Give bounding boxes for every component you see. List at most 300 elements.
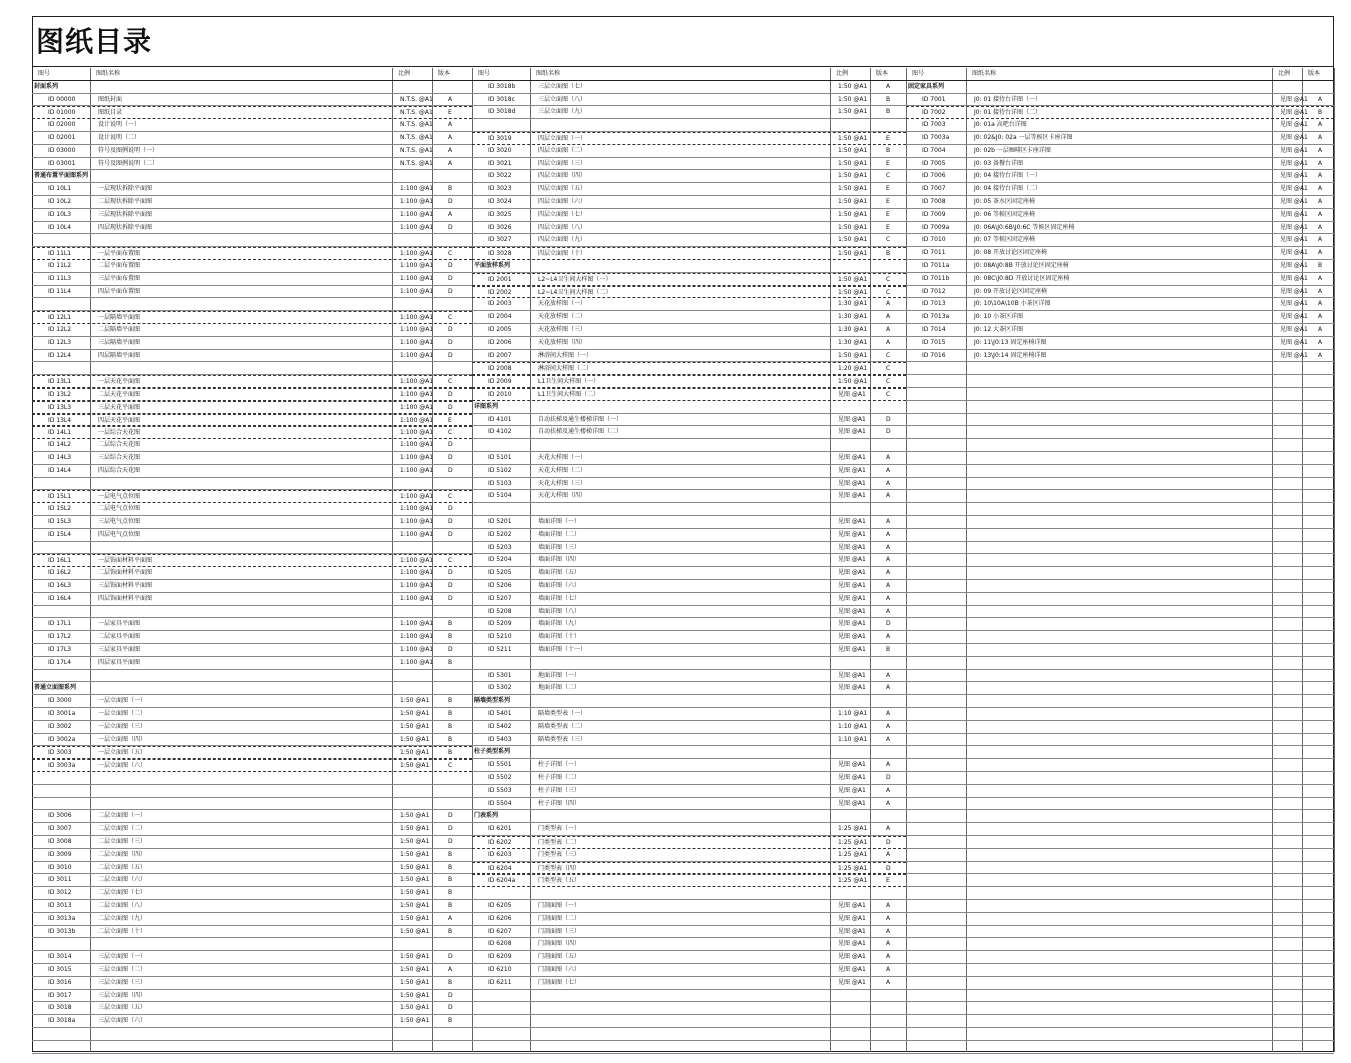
cell-name: 墙面详图（三） — [538, 543, 581, 551]
section-row — [472, 810, 906, 823]
cell-no: ID 7003 — [922, 121, 946, 129]
cell-name: 一层现状拆除平面图 — [98, 185, 153, 193]
cell-scale: 1:100 @A1 — [400, 210, 434, 218]
table-row — [906, 452, 1334, 465]
cell-no: ID 6210 — [488, 966, 512, 973]
cell-scale: 1:50 @A1 — [838, 351, 868, 359]
table-row — [32, 247, 472, 260]
cell-ver: A — [886, 594, 891, 602]
cell-no: ID 3013 — [48, 902, 72, 909]
drawing-list-column-3 — [906, 68, 1334, 1052]
cell-scale: 1:100 @A1 — [400, 594, 434, 602]
cell-name: 三层天花平面图 — [98, 403, 141, 411]
cell-no: ID 5504 — [488, 799, 512, 807]
cell-no: ID 11L2 — [48, 262, 72, 269]
cell-scale: 1:50 @A1 — [400, 762, 430, 770]
cell-ver: C — [886, 275, 891, 283]
table-row — [906, 375, 1334, 388]
cell-name: 二层立面图（十） — [98, 927, 147, 935]
table-row — [32, 785, 472, 798]
cell-ver: B — [448, 749, 453, 757]
section-title: 柱子类型系列 — [474, 748, 511, 756]
cell-ver: B — [448, 876, 453, 884]
cell-name: 一层综合天花图 — [98, 429, 141, 437]
cell-name: 一层天花平面图 — [98, 378, 141, 386]
table-row — [472, 977, 906, 990]
cell-no: ID 6209 — [488, 953, 512, 961]
table-row — [906, 631, 1334, 644]
cell-ver: B — [448, 1017, 453, 1025]
cell-ver: A — [886, 518, 891, 525]
cell-ver: A — [448, 121, 453, 129]
cell-scale: 见图 @A1 — [838, 927, 866, 935]
table-row — [472, 567, 906, 580]
cell-ver: E — [448, 416, 452, 424]
cell-scale: 1:50 @A1 — [400, 710, 430, 717]
cell-no: ID 5301 — [488, 671, 512, 679]
cell-scale: 见图 @A1 — [838, 543, 866, 551]
cell-scale: 见图 @A1 — [1280, 121, 1308, 129]
cell-scale: 见图 @A1 — [838, 914, 866, 922]
table-row — [32, 606, 472, 619]
cell-ver: E — [886, 135, 890, 142]
table-row — [906, 260, 1334, 273]
cell-scale: N.T.S. @A1 — [400, 95, 433, 103]
drawing-list-column-2 — [472, 68, 906, 1052]
table-row — [472, 170, 906, 183]
table-row — [32, 183, 472, 196]
cell-no: ID 16L1 — [48, 557, 72, 565]
cell-name: 墙面详图（九） — [538, 620, 581, 628]
table-row — [472, 286, 906, 299]
cell-ver: D — [448, 391, 453, 398]
cell-no: ID 12L4 — [48, 351, 72, 359]
cell-ver: D — [448, 569, 453, 577]
cell-ver: A — [448, 210, 453, 218]
table-row — [32, 1002, 472, 1015]
cell-name: 四层立面图（一） — [538, 135, 587, 142]
table-row — [32, 222, 472, 235]
cell-no: ID 7005 — [922, 159, 946, 167]
cell-no: ID 5503 — [488, 786, 512, 794]
cell-scale: 1:50 @A1 — [838, 146, 868, 154]
cell-name: J0: 01 接待台详图（二） — [974, 109, 1042, 117]
table-row — [32, 196, 472, 209]
cell-no: ID 3012 — [48, 889, 72, 897]
cell-name: 门类型表（一） — [538, 825, 581, 833]
table-row — [906, 682, 1334, 695]
cell-ver: A — [448, 159, 453, 167]
cell-no: ID 3018c — [488, 95, 515, 103]
cell-scale: 1:100 @A1 — [400, 493, 434, 501]
cell-name: 天花放样图（四） — [538, 338, 587, 346]
cell-name: J0: 13\J0:14 固定座椅详图 — [974, 351, 1047, 359]
cell-name: 门剖面图（七） — [538, 978, 581, 986]
cell-no: ID 3003 — [48, 749, 72, 757]
cell-name: L1卫生间大样图（二） — [538, 391, 600, 398]
cell-ver: D — [448, 403, 453, 411]
cell-ver: A — [1318, 236, 1323, 244]
table-row — [472, 772, 906, 785]
cell-ver: A — [886, 466, 891, 474]
cell-no: ID 3006 — [48, 812, 72, 820]
cell-no: ID 2010 — [488, 391, 512, 398]
table-row — [472, 145, 906, 158]
cell-scale: 1:50 @A1 — [838, 378, 868, 386]
table-row — [906, 913, 1334, 926]
table-row — [32, 426, 472, 439]
cell-no: ID 7014 — [922, 326, 946, 333]
table-row — [32, 772, 472, 785]
cell-no: ID 7011a — [922, 262, 950, 269]
table-row — [906, 810, 1334, 823]
cell-name: 二层天花平面图 — [98, 391, 141, 398]
cell-name: 地面详图（二） — [538, 684, 581, 692]
cell-no: ID 14L2 — [48, 441, 72, 449]
table-row — [32, 260, 472, 273]
cell-scale: 见图 @A1 — [838, 607, 866, 615]
title-block-strip — [1337, 16, 1351, 1052]
cell-name: 墙面详图（五） — [538, 569, 581, 577]
cell-no: ID 7010 — [922, 236, 946, 244]
cell-name: 二层立面图（六） — [98, 876, 147, 884]
cell-name: 隔墙类型表（一） — [538, 710, 587, 717]
cell-ver: A — [1318, 121, 1323, 129]
table-row — [906, 170, 1334, 183]
table-row — [32, 759, 472, 772]
cell-ver: A — [886, 607, 891, 615]
table-row — [32, 439, 472, 452]
cell-ver: A — [886, 761, 891, 769]
cell-no: ID 3009 — [48, 850, 72, 858]
cell-scale: 见图 @A1 — [838, 902, 866, 909]
cell-ver: D — [448, 505, 453, 513]
table-row — [32, 644, 472, 657]
cell-ver: C — [886, 236, 891, 244]
table-row — [906, 554, 1334, 567]
cell-no: ID 5103 — [488, 479, 512, 487]
cell-ver: A — [886, 479, 891, 487]
cell-scale: 见图 @A1 — [838, 492, 866, 500]
cell-scale: 1:50 @A1 — [400, 978, 430, 986]
cell-no: ID 5204 — [488, 556, 512, 564]
cell-ver: B — [448, 658, 453, 666]
cell-no: ID 6201 — [488, 825, 512, 833]
cell-ver: D — [886, 415, 891, 423]
cell-no: ID 16L2 — [48, 569, 72, 577]
cell-scale: 1:100 @A1 — [400, 338, 434, 346]
cell-name: L2~L4卫生间大样图（二） — [538, 288, 612, 296]
table-row — [32, 401, 472, 414]
cell-scale: 见图 @A1 — [838, 391, 866, 398]
cell-no: ID 6205 — [488, 902, 512, 909]
table-row — [32, 516, 472, 529]
cell-name: 天花大样图（三） — [538, 479, 587, 487]
cell-no: ID 7002 — [922, 109, 946, 117]
table-row — [32, 478, 472, 491]
cell-ver: B — [448, 710, 453, 717]
cell-name: 墙面详图（七） — [538, 594, 581, 602]
table-row — [906, 772, 1334, 785]
table-row — [472, 836, 906, 849]
table-row — [472, 785, 906, 798]
table-row — [472, 119, 906, 132]
cell-ver: A — [886, 313, 891, 321]
cell-scale: 见图 @A1 — [838, 415, 866, 423]
cell-no: ID 5208 — [488, 607, 512, 615]
cell-name: L2~L4卫生间大样图（一） — [538, 275, 612, 283]
header-no: 图号 — [38, 70, 51, 77]
table-row — [472, 1015, 906, 1028]
table-row — [472, 311, 906, 324]
cell-name: 天花大样图（四） — [538, 492, 587, 500]
cell-ver: B — [1318, 262, 1323, 269]
cell-ver: D — [886, 428, 891, 436]
cell-ver: D — [448, 466, 453, 474]
cell-name: 三层饰面材料平面图 — [98, 582, 153, 589]
cell-name: 一层家具平面图 — [98, 620, 141, 628]
cell-scale: 见图 @A1 — [838, 479, 866, 487]
cell-name: 符号及图例说明（一） — [98, 146, 159, 154]
cell-no: ID 16L4 — [48, 594, 72, 602]
cell-name: J0: 06A\J0:6B\J0:6C 等候区固定座椅 — [974, 223, 1075, 231]
table-row — [472, 183, 906, 196]
section-title: 门表系列 — [474, 812, 499, 820]
cell-name: J0: 04 接待台详图（二） — [974, 185, 1042, 193]
cell-name: 四层立面图（十） — [538, 250, 587, 258]
cell-ver: D — [448, 1004, 453, 1012]
cell-scale: 1:50 @A1 — [400, 991, 430, 999]
cell-name: J0: 07 等候区固定座椅 — [974, 236, 1036, 244]
cell-no: ID 2007 — [488, 351, 512, 359]
cell-scale: 1:50 @A1 — [838, 223, 868, 231]
cell-no: ID 15L2 — [48, 505, 72, 513]
cell-scale: 见图 @A1 — [1280, 223, 1308, 231]
table-row — [32, 503, 472, 516]
cell-ver: A — [886, 953, 891, 961]
cell-ver: D — [886, 620, 891, 628]
cell-no: ID 7009a — [922, 223, 950, 231]
cell-no: ID 17L1 — [48, 620, 72, 628]
cell-name: 二层现状拆除平面图 — [98, 198, 153, 205]
cell-scale: 1:50 @A1 — [400, 927, 430, 935]
cell-name: J0: 10 小茶区详图 — [974, 313, 1024, 321]
cell-ver: D — [448, 518, 453, 525]
table-row — [472, 209, 906, 222]
cell-name: 门剖面图（三） — [538, 927, 581, 935]
cell-name: 柱子详图（三） — [538, 786, 581, 794]
cell-scale: 见图 @A1 — [1280, 210, 1308, 218]
cell-name: 二层电气点位图 — [98, 505, 141, 513]
table-row — [32, 964, 472, 977]
cell-no: ID 10L1 — [48, 185, 72, 193]
cell-no: ID 5302 — [488, 684, 512, 692]
page-title: 图纸目录 — [36, 25, 153, 58]
cell-no: ID 6211 — [488, 978, 512, 986]
cell-scale: 1:100 @A1 — [400, 351, 434, 359]
cell-name: 设计说明（二） — [98, 134, 141, 141]
cell-name: J0: 04 接待台详图（一） — [974, 172, 1042, 180]
table-row — [472, 849, 906, 862]
cell-name: 四层隔墙平面图 — [98, 351, 141, 359]
cell-ver: A — [886, 825, 891, 833]
cell-scale: 见图 @A1 — [838, 978, 866, 986]
cell-name: 门剖面图（四） — [538, 940, 581, 948]
cell-no: ID 13L1 — [48, 378, 72, 386]
cell-name: 二层立面图（三） — [98, 838, 147, 845]
cell-ver: D — [448, 582, 453, 589]
table-row — [32, 593, 472, 606]
cell-scale: 1:50 @A1 — [400, 1017, 430, 1025]
cell-scale: 见图 @A1 — [838, 594, 866, 602]
table-row — [32, 554, 472, 567]
cell-name: 三层立面图（三） — [98, 978, 147, 986]
cell-no: ID 3020 — [488, 146, 512, 154]
cell-ver: A — [1318, 338, 1323, 346]
table-row — [472, 1002, 906, 1015]
cell-no: ID 17L3 — [48, 646, 72, 653]
cell-no: ID 6203 — [488, 850, 512, 858]
section-title: 固定家具系列 — [908, 82, 945, 90]
cell-no: ID 14L4 — [48, 466, 72, 474]
cell-name: 三层平面布置图 — [98, 274, 141, 282]
cell-name: J0: 01a 高吧台详图 — [974, 121, 1027, 129]
table-row — [906, 708, 1334, 721]
table-row — [906, 478, 1334, 491]
table-row — [906, 529, 1334, 542]
cell-name: 三层现状拆除平面图 — [98, 210, 153, 218]
cell-scale: 1:100 @A1 — [400, 505, 434, 513]
cell-no: ID 3017 — [48, 991, 72, 999]
cell-name: 二层立面图（七） — [98, 889, 147, 897]
table-row — [472, 708, 906, 721]
cell-name: 二层立面图（四） — [98, 850, 147, 858]
cell-name: 三层隔墙平面图 — [98, 338, 141, 346]
cell-name: 墙面详图（二） — [538, 530, 581, 538]
cell-ver: D — [448, 953, 453, 961]
cell-name: 墙面详图（四） — [538, 556, 581, 564]
table-row — [472, 721, 906, 734]
cell-scale: 1:25 @A1 — [838, 877, 868, 885]
cell-ver: A — [448, 966, 453, 973]
table-row — [32, 657, 472, 670]
cell-scale: 1:100 @A1 — [400, 262, 434, 269]
cell-name: 柱子详图（一） — [538, 761, 581, 769]
table-row — [906, 721, 1334, 734]
table-row — [32, 1015, 472, 1028]
cell-name: 四层家具平面图 — [98, 658, 141, 666]
cell-no: ID 7004 — [922, 146, 946, 154]
cell-scale: 1:50 @A1 — [838, 185, 868, 193]
table-row — [32, 938, 472, 951]
cell-scale: 见图 @A1 — [1280, 198, 1308, 205]
cell-no: ID 2003 — [488, 300, 512, 308]
cell-scale: 见图 @A1 — [838, 518, 866, 525]
cell-name: 一层隔墙平面图 — [98, 314, 141, 322]
cell-no: ID 15L3 — [48, 518, 72, 525]
table-row — [32, 337, 472, 350]
cell-ver: D — [886, 774, 891, 781]
cell-no: ID 3025 — [488, 210, 512, 218]
table-row — [472, 388, 906, 401]
cell-name: 门类型表（四） — [538, 864, 581, 872]
table-row — [472, 375, 906, 388]
cell-scale: 1:25 @A1 — [838, 825, 868, 833]
cell-scale: 1:100 @A1 — [400, 416, 434, 424]
cell-name: J0: 12 大茶区详图 — [974, 326, 1024, 333]
table-row — [906, 644, 1334, 657]
cell-scale: 1:100 @A1 — [400, 569, 434, 577]
table-row — [472, 990, 906, 1003]
cell-scale: 1:100 @A1 — [400, 518, 434, 525]
cell-name: 隔墙类型表（二） — [538, 722, 587, 730]
cell-scale: 1:50 @A1 — [400, 863, 430, 871]
cell-name: 墙面详图（八） — [538, 607, 581, 615]
cell-ver: C — [886, 378, 891, 386]
table-row — [472, 529, 906, 542]
cell-scale: 见图 @A1 — [1280, 134, 1308, 141]
table-row — [906, 862, 1334, 875]
cell-no: ID 3015 — [48, 966, 72, 973]
table-row — [32, 849, 472, 862]
header-ver: 版本 — [876, 70, 889, 77]
table-row — [906, 798, 1334, 811]
cell-scale: 1:30 @A1 — [838, 300, 868, 308]
cell-no: ID 6208 — [488, 940, 512, 948]
header-ver: 版本 — [438, 70, 451, 77]
cell-ver: A — [1318, 198, 1323, 205]
table-row — [32, 823, 472, 836]
cell-scale: 1:100 @A1 — [400, 403, 434, 411]
cell-scale: 1:50 @A1 — [400, 902, 430, 909]
cell-ver: B — [448, 850, 453, 858]
header-name: 图纸名称 — [536, 70, 561, 77]
table-row — [472, 439, 906, 452]
table-header — [906, 68, 1334, 81]
cell-ver: D — [448, 594, 453, 602]
cell-ver: B — [886, 146, 891, 154]
cell-scale: 见图 @A1 — [1280, 287, 1308, 295]
cell-name: 三层立面图（七） — [538, 82, 587, 90]
table-row — [906, 465, 1334, 478]
table-row — [32, 977, 472, 990]
cell-ver: B — [448, 978, 453, 986]
cell-scale: 见图 @A1 — [1280, 185, 1308, 193]
table-row — [906, 823, 1334, 836]
table-row — [472, 503, 906, 516]
cell-scale: 1:30 @A1 — [838, 338, 868, 346]
cell-scale: 1:50 @A1 — [400, 876, 430, 884]
header-no: 图号 — [912, 70, 925, 77]
cell-scale: 见图 @A1 — [838, 466, 866, 474]
table-row — [472, 362, 906, 375]
table-row — [472, 247, 906, 260]
table-row — [906, 593, 1334, 606]
cell-no: ID 01000 — [48, 109, 76, 117]
section-title: 普通立面图系列 — [34, 684, 77, 692]
cell-no: ID 12L1 — [48, 314, 72, 322]
cell-ver: A — [1318, 313, 1323, 321]
table-row — [32, 887, 472, 900]
cell-ver: D — [448, 338, 453, 346]
cell-name: J0: 11\J0:13 固定座椅详图 — [974, 338, 1047, 346]
cell-name: 一层饰面材料平面图 — [98, 557, 153, 565]
table-row — [906, 350, 1334, 363]
table-row — [32, 631, 472, 644]
cell-name: 设计说明（一） — [98, 121, 141, 129]
table-row — [32, 734, 472, 747]
cell-no: ID 5206 — [488, 582, 512, 589]
